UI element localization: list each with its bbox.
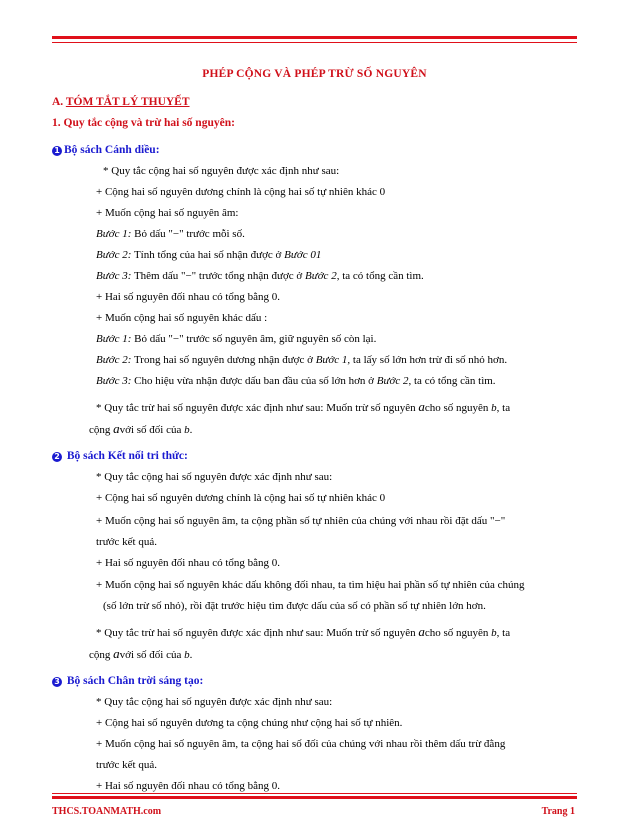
ct-line-2: + Cộng hai số nguyên dương ta cộng chúng như cộng hai số tự nhiên. <box>96 717 403 729</box>
kn-sub-rule-1: * Quy tắc trừ hai số nguyên được xác định như sau: Muốn trừ số nguyên acho số nguyên b, ta <box>96 624 511 639</box>
kn-sub-rule-2: cộng avới số đối của b. <box>89 646 193 661</box>
cd-sub-rule-2: cộng avới số đối của b. <box>89 421 193 436</box>
subsection-1-heading: 1. Quy tắc cộng và trừ hai số nguyên: <box>52 117 235 129</box>
cd-line-7: + Hai số nguyên đối nhau có tổng bằng 0. <box>96 291 281 303</box>
header-rule-thin <box>52 42 577 43</box>
cd-line-5: Bước 2: Tính tổng của hai số nhận được ở Bước 01 <box>96 249 322 261</box>
header-rule-thick <box>52 36 577 39</box>
kn-line-6: + Muốn cộng hai số nguyên khác dấu không đối nhau, ta tìm hiệu hai phần số tự nhiên của chúng <box>96 579 525 591</box>
number-badge-icon: 2 <box>52 452 62 462</box>
cd-line-8: + Muốn cộng hai số nguyên khác dấu : <box>96 312 268 324</box>
kn-line-2: + Cộng hai số nguyên dương chính là cộng hai số tự nhiên khác 0 <box>96 492 386 504</box>
cd-line-10: Bước 2: Trong hai số nguyên dương nhận được ở Bước 1, ta lấy số lớn hơn trừ đi số nhỏ hơn. <box>96 354 508 366</box>
footer-rule-thick <box>52 796 577 799</box>
cd-line-9: Bước 1: Bỏ dấu "−" trước số nguyên âm, giữ nguyên số còn lại. <box>96 333 377 345</box>
footer-rule-thin <box>52 793 577 794</box>
ct-line-1: * Quy tắc cộng hai số nguyên được xác định như sau: <box>96 696 333 708</box>
ket-noi-heading: 2 Bộ sách Kết nối tri thức: <box>52 449 188 463</box>
kn-line-5: + Hai số nguyên đối nhau có tổng bằng 0. <box>96 557 281 569</box>
footer-site-link[interactable]: THCS.TOANMATH.com <box>52 806 162 817</box>
canh-dieu-heading: 1 Bộ sách Cánh diều: <box>52 143 160 157</box>
cd-line-1: * Quy tắc cộng hai số nguyên được xác định như sau: <box>103 165 340 177</box>
chan-troi-heading: 3 Bộ sách Chân trời sáng tạo: <box>52 674 203 688</box>
ct-line-3: + Muốn cộng hai số nguyên âm, ta cộng hai số đối của chúng với nhau rồi thêm dấu trừ đằng <box>96 738 506 750</box>
page-title: PHÉP CỘNG VÀ PHÉP TRỪ SỐ NGUYÊN <box>202 68 427 80</box>
cd-line-2: + Cộng hai số nguyên dương chính là cộng hai số tự nhiên khác 0 <box>96 186 386 198</box>
cd-line-11: Bước 3: Cho hiệu vừa nhận được dấu ban đầu của số lớn hơn ở Bước 2, ta có tổng cần tìm. <box>96 375 496 387</box>
kn-line-7: (số lớn trừ số nhỏ), rồi đặt trước hiệu tìm được dấu của số có phần số tự nhiên lớn hơn. <box>103 600 486 612</box>
number-badge-icon: 3 <box>52 677 62 687</box>
ct-line-4: trước kết quả. <box>96 759 157 771</box>
section-a-heading: A. TÓM TẮT LÝ THUYẾT <box>52 96 190 108</box>
section-a-label: TÓM TẮT LÝ THUYẾT <box>65 96 190 108</box>
cd-sub-rule-1: * Quy tắc trừ hai số nguyên được xác định như sau: Muốn trừ số nguyên acho số nguyên b, ta <box>96 399 511 414</box>
ct-line-5: + Hai số nguyên đối nhau có tổng bằng 0. <box>96 780 281 792</box>
cd-line-6: Bước 3: Thêm dấu "−" trước tổng nhận được ở Bước 2, ta có tổng cần tìm. <box>96 270 424 282</box>
kn-line-1: * Quy tắc cộng hai số nguyên được xác định như sau: <box>96 471 333 483</box>
kn-line-4: trước kết quả. <box>96 536 157 548</box>
cd-line-4: Bước 1: Bỏ dấu "−" trước mỗi số. <box>96 228 245 240</box>
kn-line-3: + Muốn cộng hai số nguyên âm, ta cộng phần số tự nhiên của chúng với nhau rồi đặt dấu "−" <box>96 515 506 527</box>
number-badge-icon: 1 <box>52 146 62 156</box>
cd-line-3: + Muốn cộng hai số nguyên âm: <box>96 207 239 219</box>
footer-page-number: Trang 1 <box>541 806 575 817</box>
